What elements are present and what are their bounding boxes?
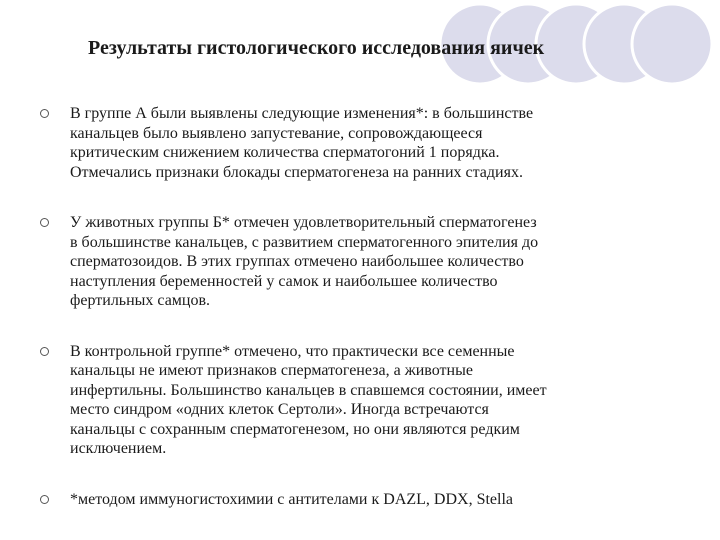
bullet-item-footnote (40, 490, 680, 510)
bullet-text: В контрольной группе* отмечено, что практически все семенные канальцы не имеют признаков сперматогенеза, а животные инфертильны. Большинство канальцев в спавшемся состоянии, имеет место синдром «одних клеток Сертоли». Иногда встречаются канальцы с сохранным сперматогенезом, но они являются редким исключением. (70, 342, 547, 457)
hollow-circle-bullet-icon (40, 495, 49, 504)
bullet-text: У животных группы Б* отмечен удовлетворительный сперматогенез в большинстве канальцев, с развитием сперматогенного эпителия до сперматозоидов. В этих группах отмечено наибольшее количество наступления беременностей у самок и наибольшее количество фертильных самцов. (70, 214, 539, 309)
bullet-item-group-a (40, 104, 680, 182)
bullet-list (40, 104, 680, 509)
hollow-circle-bullet-icon (40, 347, 49, 356)
bullet-text: В группе А были выявлены следующие изменения*: в большинстве канальцев было выявлено запустевание, сопровождающееся критическим снижением количества сперматогоний 1 порядка. Отмечались признаки блокады сперматогенеза на ранних стадиях. (70, 105, 534, 181)
bullet-text: *методом иммуногистохимии с антителами к DAZL, DDX, Stella (70, 490, 514, 508)
bullet-item-group-b (40, 213, 680, 311)
hollow-circle-bullet-icon (40, 109, 49, 118)
slide-title: Результаты гистологического исследования яичек (88, 37, 545, 59)
hollow-circle-bullet-icon (40, 218, 49, 227)
bullet-item-control-group (40, 342, 680, 459)
